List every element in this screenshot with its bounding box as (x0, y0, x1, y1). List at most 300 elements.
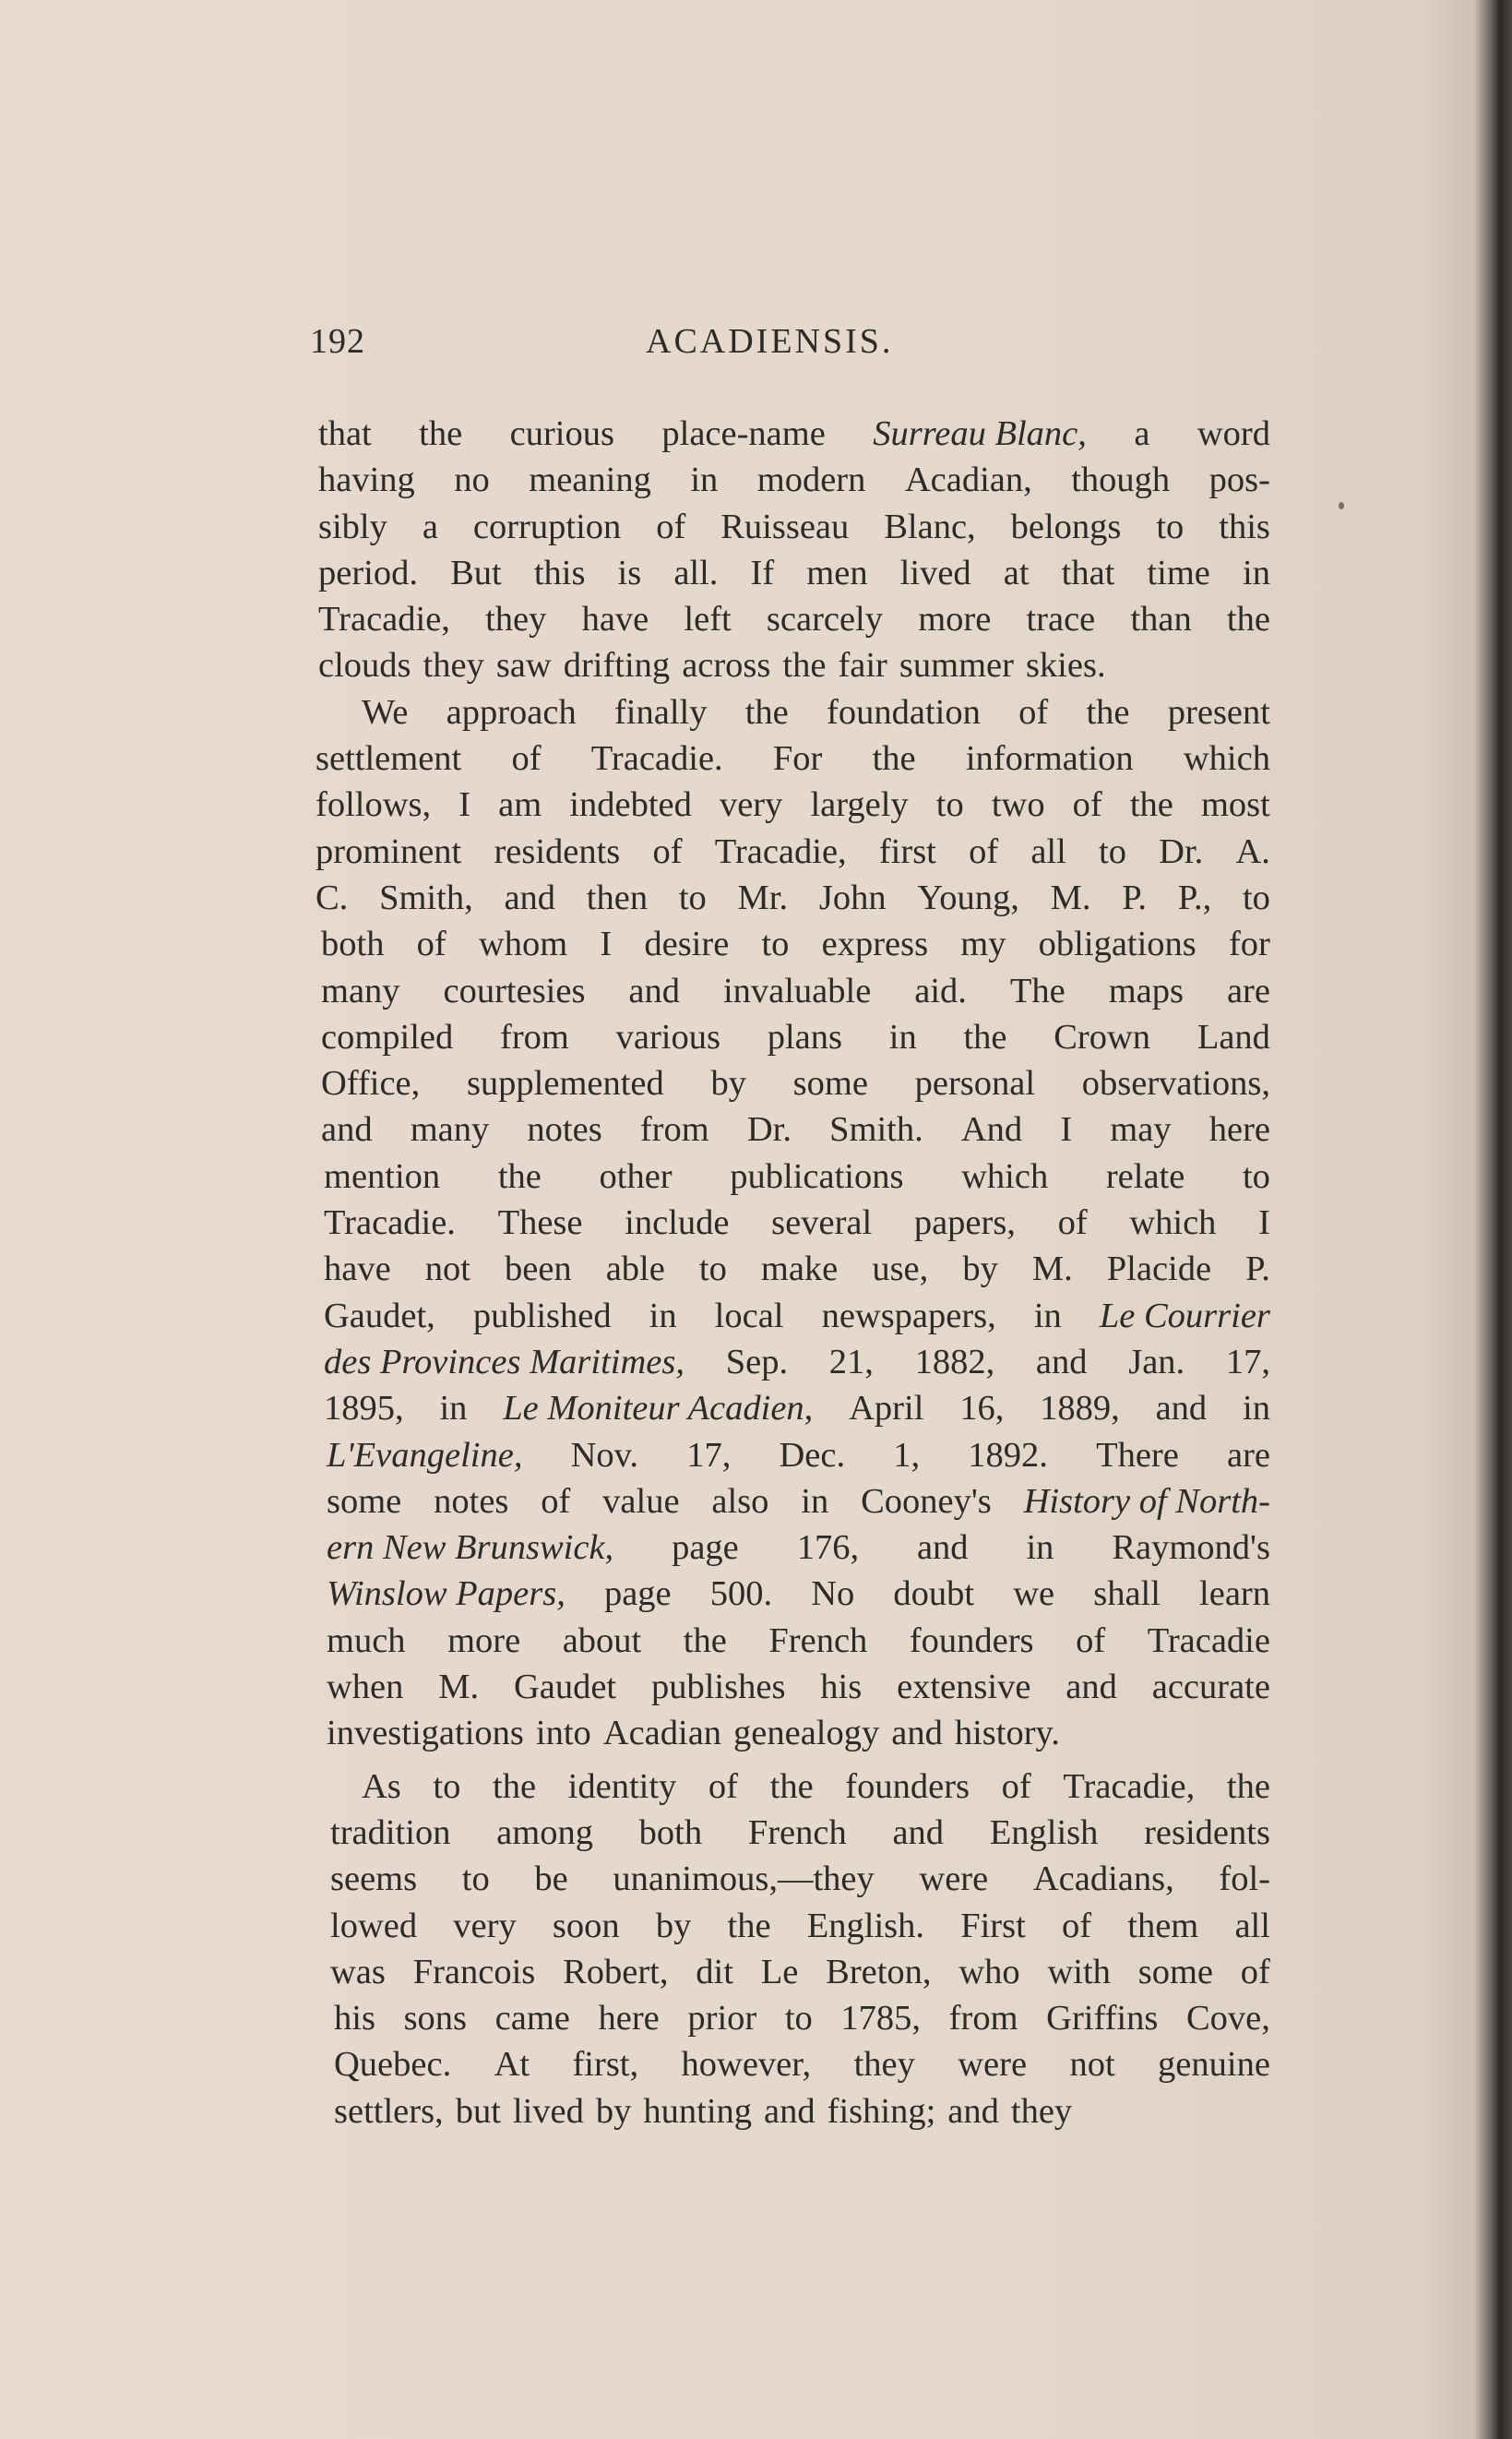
text-line (315, 1339, 1270, 1385)
word: much (327, 1620, 406, 1660)
word: Smith, (379, 878, 473, 917)
text-line (315, 2088, 1270, 2134)
word: both (321, 925, 385, 964)
text-line (315, 1856, 1270, 1902)
word: 17, (686, 1435, 732, 1475)
word: Surreau Blanc, (873, 414, 1087, 453)
word: prominent (315, 831, 462, 871)
word: dit (696, 1952, 733, 1991)
word: to (935, 785, 964, 825)
word: Dr. (746, 1110, 792, 1150)
word: them (1127, 1906, 1199, 1945)
text-line (315, 1949, 1270, 1995)
word: 16, (959, 1389, 1005, 1429)
word: are (1226, 1435, 1270, 1475)
word: Tracadie, (318, 600, 450, 640)
word: from (948, 1999, 1018, 2038)
word: Nov. (570, 1435, 639, 1475)
word: from (500, 1017, 569, 1057)
word: and (1155, 1389, 1208, 1429)
word: Winslow Papers, (327, 1574, 566, 1614)
word: is (617, 553, 642, 592)
word: Gaudet, (324, 1296, 435, 1335)
word: papers, (913, 1203, 1016, 1243)
word: clouds (318, 646, 411, 686)
page-number: 192 (310, 322, 365, 361)
text-line (315, 1763, 1270, 1810)
word: all (1030, 831, 1066, 871)
word: P. (1122, 878, 1148, 917)
word: Ruisseau (720, 507, 850, 546)
text-line (315, 1618, 1270, 1664)
word: with (1047, 1952, 1111, 1991)
word: obligations (1038, 925, 1197, 964)
text-line (315, 1385, 1270, 1431)
word: There (1096, 1435, 1179, 1475)
word: Dec. (779, 1435, 846, 1475)
word: both (638, 1812, 703, 1852)
word: by (595, 2091, 632, 2131)
word: the (744, 692, 789, 732)
word: though (1071, 460, 1171, 500)
word: make (760, 1249, 839, 1289)
word: the (497, 1156, 542, 1196)
text-line (315, 1432, 1270, 1478)
text-line (315, 504, 1270, 550)
word: and (891, 1714, 943, 1753)
word: lived (512, 2091, 584, 2131)
running-head: ACADIENSIS. (646, 322, 894, 361)
word: Tracadie. (590, 739, 723, 779)
word: this (533, 553, 586, 592)
word: in (690, 460, 719, 500)
text-line (315, 596, 1270, 642)
word: from (639, 1110, 709, 1150)
word: publishes (650, 1668, 786, 1707)
word: French (768, 1620, 868, 1660)
word: present (1167, 692, 1270, 732)
word: Young, (917, 878, 1019, 917)
word: doubt (893, 1574, 975, 1614)
word: M. (1050, 878, 1091, 917)
word: the (419, 414, 463, 453)
word: M. (438, 1668, 480, 1707)
word: which (961, 1156, 1049, 1196)
word: of (708, 1766, 738, 1806)
word: the (872, 739, 916, 779)
word: Cooney's (861, 1481, 992, 1521)
text-line (315, 782, 1270, 828)
word: largely (810, 785, 909, 825)
word: C. (315, 878, 349, 917)
word: relate (1105, 1156, 1185, 1196)
word: seems (330, 1859, 418, 1899)
word: by (962, 1249, 998, 1289)
word: some (1137, 1952, 1213, 1991)
word: foundation (827, 692, 981, 732)
word: Crown (1054, 1017, 1151, 1057)
word: drifting (563, 646, 671, 686)
word: ern New Brunswick, (327, 1528, 614, 1568)
text-line (315, 642, 1270, 688)
text-line (315, 968, 1270, 1014)
word: in (649, 1296, 677, 1335)
word: the (963, 1017, 1007, 1057)
word: various (615, 1017, 720, 1057)
word: notes (527, 1110, 602, 1150)
text-line (315, 1810, 1270, 1856)
text-line (315, 1014, 1270, 1060)
word: no (454, 460, 490, 500)
word: For (772, 739, 823, 779)
word: pos- (1208, 460, 1270, 500)
word: trace (1026, 600, 1096, 640)
word: publications (730, 1156, 904, 1196)
word: M. (1031, 1249, 1073, 1289)
word: extensive (897, 1668, 1031, 1707)
word: all. (673, 553, 719, 592)
word: Tracadie, (714, 831, 847, 871)
word: to (1156, 507, 1185, 546)
word: most (1200, 785, 1270, 825)
word: here (1208, 1110, 1270, 1150)
word: 17, (1225, 1342, 1270, 1381)
word: other (599, 1156, 673, 1196)
word: my (960, 925, 1006, 964)
word: scarcely (766, 600, 884, 640)
word: all (1234, 1906, 1270, 1945)
word: by (710, 1064, 746, 1104)
word: be (534, 1859, 568, 1899)
word: accurate (1151, 1668, 1270, 1707)
word: The (1009, 971, 1066, 1010)
word: express (821, 925, 929, 964)
word: that (318, 414, 372, 453)
word: at (1003, 553, 1030, 592)
word: to (698, 1249, 727, 1289)
word: here (598, 1999, 660, 2038)
word: into (535, 1714, 591, 1753)
word: Acadian, (904, 460, 1032, 500)
text-line (315, 1154, 1270, 1200)
word: summer (899, 646, 1014, 686)
word: his (820, 1668, 863, 1707)
word: Tracadie (1147, 1620, 1270, 1660)
text-line (315, 1106, 1270, 1153)
word: identity (567, 1766, 677, 1806)
word: have (581, 600, 649, 640)
word: not (1069, 2045, 1115, 2085)
word: of (1062, 1906, 1092, 1945)
word: the (782, 646, 827, 686)
word: very (453, 1906, 517, 1945)
word: mention (324, 1156, 441, 1196)
text-line (315, 1995, 1270, 2041)
word: may (1110, 1110, 1172, 1150)
word: to (1242, 1156, 1270, 1196)
word: they (1010, 2091, 1073, 2131)
word: some (327, 1481, 402, 1521)
word: 1892. (968, 1435, 1048, 1475)
word: in (888, 1017, 917, 1057)
word: Le (760, 1952, 799, 1991)
word: to (1242, 878, 1270, 917)
word: courtesies (443, 971, 586, 1010)
word: very (719, 785, 783, 825)
word: follows, (315, 785, 432, 825)
word: residents (494, 831, 621, 871)
word: page (672, 1528, 739, 1568)
word: sibly (318, 507, 387, 546)
word: English (989, 1812, 1099, 1852)
word: John (818, 878, 887, 917)
word: several (771, 1203, 873, 1243)
word: then (586, 878, 649, 917)
word: Office, (321, 1064, 421, 1104)
word: but (455, 2091, 501, 2131)
word: maps (1108, 971, 1184, 1010)
word: Cove, (1185, 1999, 1270, 2038)
word: Mr. (737, 878, 789, 917)
word: many (410, 1110, 490, 1150)
word: des Provinces Maritimes, (324, 1342, 685, 1381)
word: Dr. (1159, 831, 1204, 871)
word: published (472, 1296, 612, 1335)
word: been (504, 1249, 572, 1289)
word: of (1072, 785, 1102, 825)
word: April (849, 1389, 924, 1429)
word: use, (872, 1249, 929, 1289)
word: the (683, 1620, 727, 1660)
word: First (960, 1906, 1026, 1945)
word: 1895, (324, 1389, 404, 1429)
word: among (496, 1812, 593, 1852)
word: and (504, 878, 556, 917)
word: more (918, 600, 992, 640)
word: At (494, 2045, 530, 2085)
word: having (318, 460, 415, 500)
word: History of North- (1023, 1481, 1270, 1521)
word: Acadian (602, 1714, 722, 1753)
word: finally (613, 692, 708, 732)
word: Land (1197, 1017, 1270, 1057)
word: more (447, 1620, 521, 1660)
word: not (424, 1249, 470, 1289)
word: to (761, 925, 790, 964)
word: and (1066, 1668, 1117, 1707)
word: able (605, 1249, 665, 1289)
word: observations, (1081, 1064, 1270, 1104)
word: But (450, 553, 502, 592)
word: page (603, 1574, 672, 1614)
word: and (892, 1812, 945, 1852)
word: his (334, 1999, 375, 2038)
word: These (497, 1203, 583, 1243)
word: genuine (1158, 2045, 1270, 2085)
word: I (1060, 1110, 1073, 1150)
word: A. (1235, 831, 1270, 871)
word: came (494, 1999, 570, 2038)
word: No (811, 1574, 855, 1614)
text-line (315, 550, 1270, 596)
word: period. (318, 553, 418, 592)
word: in (1243, 1389, 1270, 1429)
word: supplemented (466, 1064, 664, 1104)
word: Placide (1106, 1249, 1212, 1289)
word: two (991, 785, 1045, 825)
word: Raymond's (1112, 1528, 1270, 1568)
word: in (439, 1389, 468, 1429)
word: word (1197, 414, 1270, 453)
word: for (1228, 925, 1270, 964)
word: P. (1245, 1249, 1270, 1289)
word: of (1018, 692, 1049, 732)
word: Robert, (563, 1952, 669, 1991)
text-line (315, 1710, 1270, 1756)
word: investigations (327, 1714, 524, 1753)
word: in (801, 1481, 829, 1521)
word: corruption (472, 507, 622, 546)
word: As (362, 1766, 401, 1806)
word: across (682, 646, 771, 686)
word: Tracadie, (1063, 1766, 1196, 1806)
word: prior (687, 1999, 757, 2038)
word: in (1026, 1528, 1054, 1568)
word: We (362, 692, 409, 732)
word: French (747, 1812, 847, 1852)
word: plans (767, 1017, 842, 1057)
text-line (315, 1246, 1270, 1292)
ink-speck (1339, 502, 1344, 509)
word: however, (681, 2045, 812, 2085)
word: I (600, 925, 613, 964)
word: settlers, (334, 2091, 444, 2131)
word: English. (806, 1906, 925, 1945)
word: Jan. (1128, 1342, 1185, 1381)
word: Breton, (826, 1952, 932, 1991)
word: which (1129, 1203, 1217, 1243)
word: was (330, 1952, 386, 1991)
word: first, (572, 2045, 639, 2085)
text-line (315, 457, 1270, 503)
word: the (769, 1766, 814, 1806)
word: modern (756, 460, 866, 500)
word: to (433, 1766, 461, 1806)
word: Le Moniteur Acadien, (503, 1389, 814, 1429)
word: aid. (914, 971, 967, 1010)
word: learn (1199, 1574, 1270, 1614)
body-text (315, 411, 1270, 2134)
word: shall (1093, 1574, 1161, 1614)
text-line (315, 921, 1270, 967)
word: some (792, 1064, 868, 1104)
word: Smith. (829, 1110, 923, 1150)
word: Sep. (725, 1342, 789, 1381)
word: am (498, 785, 542, 825)
word: that (1061, 553, 1115, 592)
word: place-name (661, 414, 826, 453)
word: settlement (315, 739, 462, 779)
text-line (315, 1571, 1270, 1617)
word: were (958, 2045, 1028, 2085)
word: and (628, 971, 680, 1010)
word: meaning (529, 460, 651, 500)
word: a (422, 507, 438, 546)
word: 21, (828, 1342, 874, 1381)
word: a (1134, 414, 1150, 453)
word: fishing; (827, 2091, 936, 2131)
text-line (315, 1478, 1270, 1524)
word: soon (552, 1906, 620, 1945)
word: P., (1177, 878, 1212, 917)
text-line (315, 1293, 1270, 1339)
word: which (1183, 739, 1270, 779)
word: approach (446, 692, 577, 732)
word: the (1226, 1766, 1270, 1806)
word: they (853, 2045, 915, 2085)
word: men (806, 553, 868, 592)
word: and (916, 1528, 969, 1568)
word: curious (509, 414, 614, 453)
word: of (969, 831, 999, 871)
text-line (315, 689, 1270, 735)
word: founders (909, 1620, 1034, 1660)
word: of (656, 507, 686, 546)
word: to (461, 1859, 490, 1899)
word: of (416, 925, 446, 964)
word: fol- (1219, 1859, 1270, 1899)
word: compiled (321, 1017, 454, 1057)
word: fair (838, 646, 887, 686)
word: L'Evangeline, (327, 1435, 523, 1475)
word: personal (914, 1064, 1036, 1104)
word: hunting (643, 2091, 753, 2131)
word: value (602, 1481, 680, 1521)
word: desire (644, 925, 730, 964)
word: this (1219, 507, 1270, 546)
word: to (1099, 831, 1126, 871)
word: when (327, 1668, 404, 1707)
word: information (965, 739, 1134, 779)
word: include (625, 1203, 730, 1243)
word: the (1129, 785, 1173, 825)
word: time (1147, 553, 1210, 592)
text-line (315, 1200, 1270, 1246)
text-line (315, 1060, 1270, 1106)
word: and (947, 2091, 999, 2131)
word: saw (495, 646, 552, 686)
word: newspapers, (821, 1296, 996, 1335)
word: I (458, 785, 471, 825)
word: also (711, 1481, 769, 1521)
word: in (1243, 553, 1270, 592)
word: If (750, 553, 775, 592)
word: the (493, 1766, 537, 1806)
word: tradition (330, 1812, 451, 1852)
word: in (1033, 1296, 1062, 1335)
word: invaluable (722, 971, 872, 1010)
text-line (315, 829, 1270, 875)
word: the (727, 1906, 771, 1945)
word: whom (478, 925, 568, 964)
word: of (511, 739, 542, 779)
word: skies. (1025, 646, 1106, 686)
word: 500. (709, 1574, 773, 1614)
word: they (485, 600, 547, 640)
word: 176, (796, 1528, 860, 1568)
word: 1, (893, 1435, 921, 1475)
word: Francois (412, 1952, 536, 1991)
